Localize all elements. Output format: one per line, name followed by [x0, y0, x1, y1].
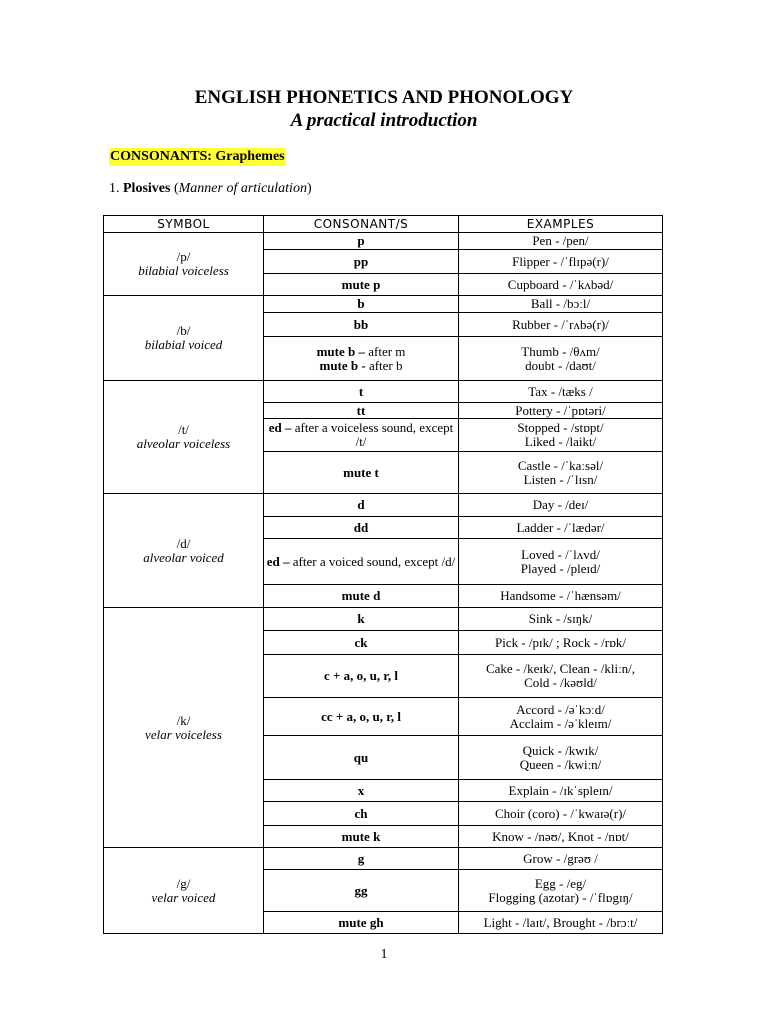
phoneme-symbol: /d/ [176, 535, 191, 551]
symbol-cell [104, 381, 264, 494]
examples-cell [459, 381, 663, 403]
example-text: Accord - /əˈkɔːd/ [516, 701, 605, 717]
grapheme: dd [353, 519, 369, 535]
example-text: Ladder - /ˈlædər/ [516, 519, 605, 535]
table-row [104, 494, 663, 517]
phoneme-description: velar voiceless [145, 726, 222, 742]
grapheme: mute gh [338, 914, 384, 930]
examples-cell [459, 337, 663, 381]
grapheme-cell [264, 655, 459, 698]
grapheme: mute b – [316, 343, 369, 359]
grapheme-note: after a voiceless sound, except /t/ [294, 420, 454, 449]
example-text: Thumb - /θʌm/ [521, 343, 600, 359]
example-text: Choir (coro) - /ˈkwaɪə(r)/ [494, 805, 627, 821]
page-number: 1 [380, 947, 388, 962]
example-text: Stopped - /stɒpt/ [517, 420, 604, 435]
grapheme: qu [353, 749, 369, 765]
grapheme: mute p [341, 276, 381, 292]
example-text: Cold - /kəʊld/ [524, 675, 597, 690]
plosives-table [103, 215, 663, 934]
symbol-cell [104, 494, 264, 608]
example-text: Cupboard - /ˈkʌbəd/ [507, 276, 614, 292]
example-text: Quick - /kwɪk/ [522, 742, 599, 758]
example-text: Tax - /tæks / [528, 383, 593, 399]
grapheme-cell [264, 419, 459, 452]
grapheme: tt [356, 402, 366, 418]
document-title: ENGLISH PHONETICS AND PHONOLOGY [194, 87, 574, 108]
table-row [104, 848, 663, 870]
phoneme-description: alveolar voiceless [136, 436, 231, 451]
examples-cell [459, 655, 663, 698]
example-text: Flogging (azotar) - /ˈflɒgɪŋ/ [488, 889, 633, 905]
example-text: Acclaim - /əˈkleɪm/ [509, 715, 612, 731]
symbol-cell [104, 233, 264, 296]
grapheme-note: after m [368, 343, 406, 359]
column-header-consonants: CONSONANT/S [264, 216, 459, 233]
grapheme: pp [353, 253, 369, 269]
table-body [104, 233, 663, 934]
example-text: Sink - /sɪŋk/ [528, 611, 593, 626]
grapheme: x [357, 782, 365, 798]
examples-cell [459, 274, 663, 296]
section-label: CONSONANTS: Graphemes [110, 149, 285, 164]
example-text: Know - /nəʊ/, Knot - /nɒt/ [492, 828, 629, 844]
phoneme-description: velar voiced [151, 889, 216, 905]
example-text: Castle - /ˈkaːsəl/ [517, 457, 604, 473]
subheading [109, 180, 312, 198]
grapheme: cc + a, o, u, r, l [321, 708, 401, 724]
grapheme-cell [264, 313, 459, 337]
grapheme-cell [264, 912, 459, 934]
grapheme: p [357, 233, 365, 248]
grapheme-cell [264, 539, 459, 585]
grapheme-cell [264, 802, 459, 826]
grapheme: g [357, 850, 365, 866]
example-text: Day - /deɪ/ [532, 497, 589, 512]
document-subtitle: A practical introduction [290, 110, 478, 131]
example-text: Loved - /ˈlʌvd/ [521, 546, 600, 562]
grapheme-note: after b [368, 357, 403, 373]
example-text: Cake - /keɪk/, Clean - /kliːn/, [485, 661, 636, 676]
examples-cell [459, 912, 663, 934]
examples-cell [459, 419, 663, 452]
grapheme-cell [264, 233, 459, 250]
table-header-row [104, 216, 663, 233]
grapheme-cell [264, 274, 459, 296]
example-text: Explain - /ɪkˈspleɪn/ [508, 782, 613, 798]
examples-cell [459, 250, 663, 274]
subheading-number: 1. [109, 181, 120, 196]
grapheme-cell [264, 296, 459, 313]
grapheme-cell [264, 517, 459, 539]
examples-cell [459, 826, 663, 848]
subheading-detail-text: Manner of articulation [178, 181, 307, 196]
grapheme-note: after a voiced sound, except /d/ [292, 553, 456, 569]
phoneme-description: alveolar voiced [143, 549, 224, 565]
grapheme: mute k [341, 828, 381, 844]
table-row [104, 608, 663, 631]
grapheme: k [357, 611, 365, 626]
column-header-symbol: SYMBOL [104, 216, 264, 233]
grapheme-cell [264, 337, 459, 381]
example-text: Light - /laɪt/, Brought - /brɔːt/ [483, 914, 638, 930]
grapheme: ed – [268, 420, 295, 435]
subheading-label: Plosives [123, 181, 171, 196]
examples-cell [459, 539, 663, 585]
phoneme-description: bilabial voiceless [138, 263, 229, 278]
examples-cell [459, 313, 663, 337]
grapheme: gg [354, 882, 368, 898]
example-text: Pen - /pen/ [532, 233, 589, 248]
example-text: Flipper - /ˈflɪpə(r)/ [512, 253, 609, 269]
examples-cell [459, 631, 663, 655]
phoneme-description: bilabial voiced [144, 337, 223, 352]
example-text: Pottery - /ˈpɒtəri/ [515, 402, 606, 418]
grapheme: ed – [266, 553, 293, 569]
grapheme: mute b - [319, 357, 369, 373]
table-row [104, 296, 663, 313]
examples-cell [459, 870, 663, 912]
examples-cell [459, 585, 663, 608]
example-text: Listen - /ˈlɪsn/ [523, 471, 598, 487]
example-text: Queen - /kwiːn/ [519, 756, 602, 772]
grapheme-cell [264, 848, 459, 870]
example-text: Liked - /laikt/ [524, 434, 597, 449]
example-text: Ball - /bɔːl/ [530, 296, 591, 311]
example-text: Played - /pleɪd/ [520, 560, 601, 576]
phoneme-symbol: /b/ [176, 323, 191, 338]
grapheme-cell [264, 608, 459, 631]
example-text: Rubber - /ˈrʌbə(r)/ [512, 316, 609, 332]
grapheme-cell [264, 585, 459, 608]
examples-cell [459, 780, 663, 802]
example-text: Egg - /eg/ [534, 875, 587, 891]
grapheme-cell [264, 494, 459, 517]
grapheme-cell [264, 631, 459, 655]
grapheme: mute d [341, 588, 381, 603]
subheading-detail: (Manner of articulation) [173, 181, 312, 196]
phoneme-symbol: /k/ [176, 712, 191, 728]
grapheme-cell [264, 826, 459, 848]
grapheme-cell [264, 870, 459, 912]
grapheme: bb [353, 316, 369, 332]
examples-cell [459, 296, 663, 313]
grapheme: ch [354, 805, 368, 821]
grapheme-cell [264, 381, 459, 403]
examples-cell [459, 233, 663, 250]
example-text: Pick - /pɪk/ ; Rock - /rɒk/ [494, 634, 626, 650]
symbol-cell [104, 848, 264, 934]
grapheme: c + a, o, u, r, l [323, 668, 399, 683]
table-row [104, 233, 663, 250]
grapheme: d [357, 497, 365, 512]
examples-cell [459, 403, 663, 419]
examples-cell [459, 698, 663, 736]
table-row [104, 381, 663, 403]
examples-cell [459, 517, 663, 539]
grapheme-cell [264, 698, 459, 736]
example-text: Grow - /grəʊ / [523, 850, 598, 866]
example-text: Handsome - /ˈhænsəm/ [500, 588, 621, 603]
example-text: doubt - /daʊt/ [525, 357, 596, 373]
examples-cell [459, 736, 663, 780]
grapheme-cell [264, 250, 459, 274]
grapheme: mute t [343, 464, 379, 480]
grapheme: t [358, 383, 364, 399]
grapheme: ck [354, 634, 368, 650]
examples-cell [459, 802, 663, 826]
examples-cell [459, 608, 663, 631]
phoneme-symbol: /g/ [176, 875, 191, 891]
examples-cell [459, 494, 663, 517]
grapheme-cell [264, 452, 459, 494]
symbol-cell [104, 608, 264, 848]
column-header-examples: EXAMPLES [459, 216, 663, 233]
phoneme-symbol: /p/ [176, 249, 191, 264]
grapheme: b [357, 296, 365, 311]
examples-cell [459, 452, 663, 494]
grapheme-cell [264, 403, 459, 419]
phoneme-symbol: /t/ [178, 422, 189, 437]
examples-cell [459, 848, 663, 870]
symbol-cell [104, 296, 264, 381]
grapheme-cell [264, 736, 459, 780]
grapheme-cell [264, 780, 459, 802]
